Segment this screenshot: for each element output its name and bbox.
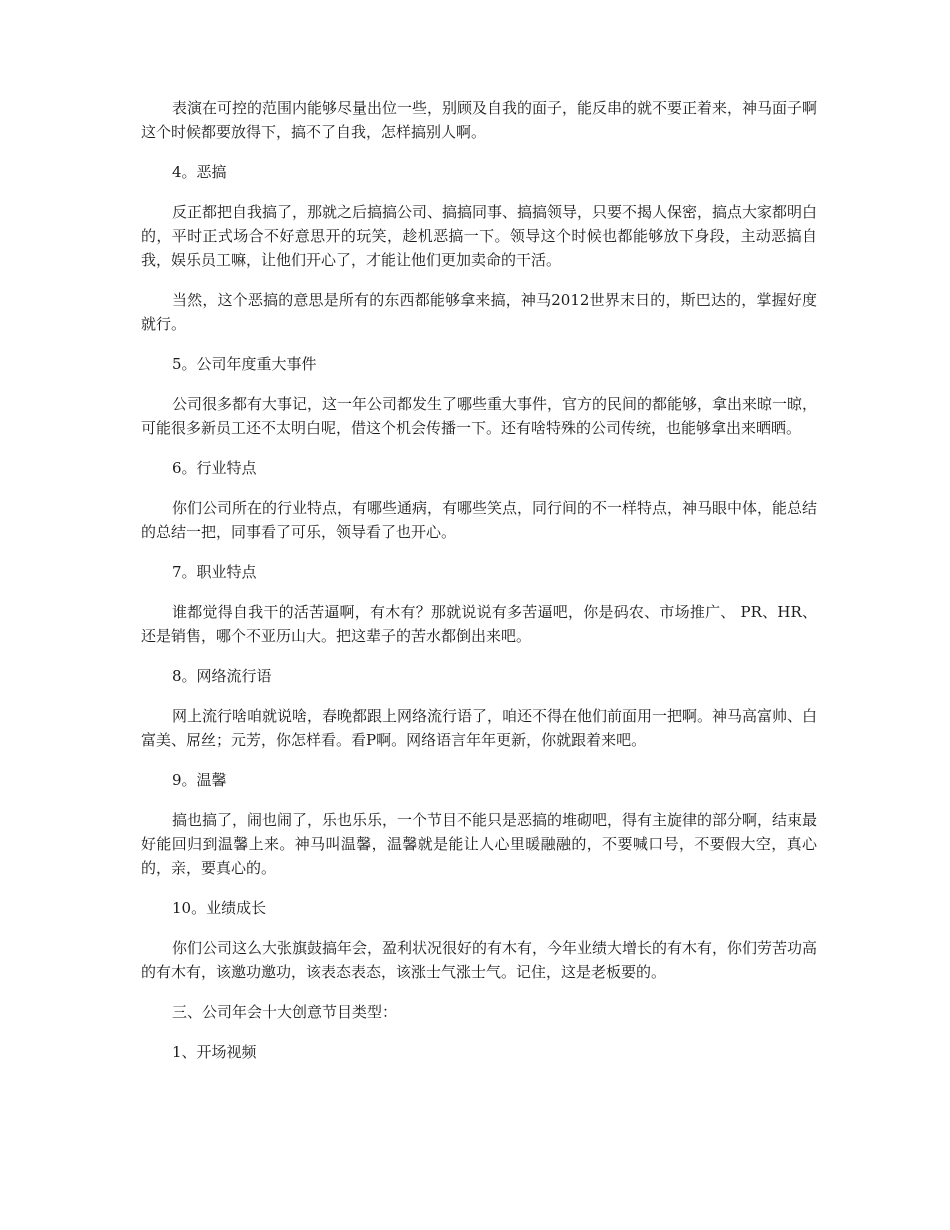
paragraph: 你们公司这么大张旗鼓搞年会，盈利状况很好的有木有，今年业绩大增长的有木有，你们劳苦功高的有木有，该邀功邀功，该表态表态，该涨士气涨士气。记住，这是老板要的。	[141, 939, 818, 981]
paragraph: 网上流行啥咱就说啥，春晚都跟上网络流行语了，咱还不得在他们前面用一把啊。神马高富帅、白富美、屌丝；元芳，你怎样看。看P啊。网络语言年年更新，你就跟着来吧。	[141, 707, 818, 749]
paragraph: 表演在可控的范围内能够尽量出位一些，别顾及自我的面子，能反串的就不要正着来，神马面子啊这个时候都要放得下，搞不了自我，怎样搞别人啊。	[141, 99, 818, 141]
section-heading: 7。职业特点	[172, 563, 257, 581]
section-heading: 8。网络流行语	[172, 667, 272, 685]
paragraph: 你们公司所在的行业特点，有哪些通病，有哪些笑点，同行间的不一样特点，神马眼中体，能总结的总结一把，同事看了可乐，领导看了也开心。	[141, 499, 818, 541]
section-heading: 10。业绩成长	[172, 899, 267, 917]
paragraph: 谁都觉得自我干的活苦逼啊，有木有？那就说说有多苦逼吧，你是码农、市场推广、 PR、HR、还是销售，哪个不亚历山大。把这辈子的苦水都倒出来吧。	[141, 603, 817, 645]
paragraph: 公司很多都有大事记，这一年公司都发生了哪些重大事件，官方的民间的都能够，拿出来晾一晾，可能很多新员工还不太明白呢，借这个机会传播一下。还有啥特殊的公司传统，也能够拿出来晒晒。	[141, 395, 818, 437]
section-heading: 5。公司年度重大事件	[172, 355, 317, 373]
paragraph: 反正都把自我搞了，那就之后搞搞公司、搞搞同事、搞搞领导，只要不揭人保密，搞点大家都明白的，平时正式场合不好意思开的玩笑，趁机恶搞一下。领导这个时候也都能够放下身段，主动恶搞自我，娱乐员工嘛，让他们开心了，才能让他们更加卖命的干活。	[141, 203, 818, 269]
section-heading: 三、公司年会十大创意节目类型：	[172, 1003, 398, 1021]
section-heading: 6。行业特点	[172, 459, 257, 477]
section-heading: 1、开场视频	[172, 1043, 257, 1061]
section-heading: 4。恶搞	[172, 163, 227, 181]
paragraph: 当然，这个恶搞的意思是所有的东西都能够拿来搞，神马2012世界末日的，斯巴达的，掌握好度就行。	[141, 291, 817, 333]
section-heading: 9。温馨	[172, 771, 227, 789]
paragraph: 搞也搞了，闹也闹了，乐也乐乐，一个节目不能只是恶搞的堆砌吧，得有主旋律的部分啊，结束最好能回归到温馨上来。神马叫温馨，温馨就是能让人心里暖融融的，不要喊口号，不要假大空，真心的，亲，要真心的。	[141, 811, 818, 877]
document-body	[141, 96, 817, 1080]
